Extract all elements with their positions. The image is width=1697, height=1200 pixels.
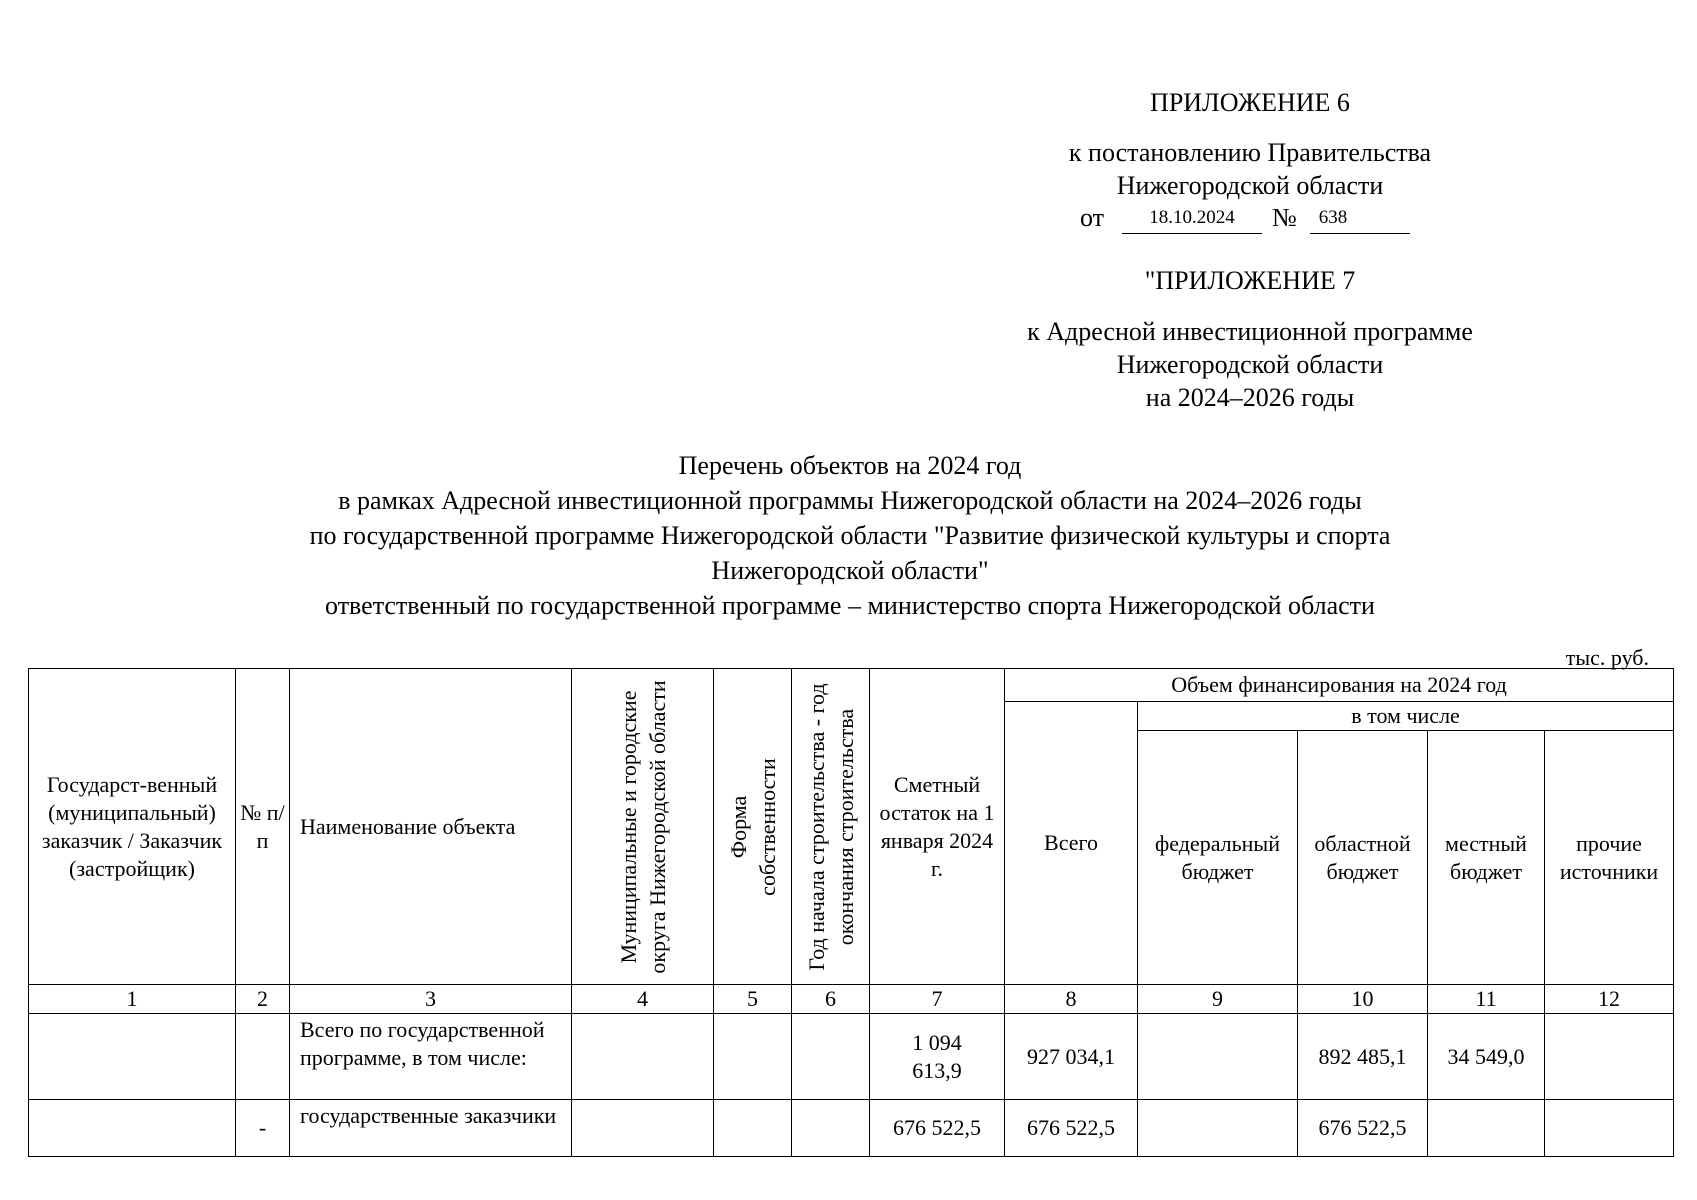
col-number: 2 — [236, 985, 290, 1014]
header-including: в том числе — [1138, 702, 1674, 731]
cell-local — [1428, 1100, 1545, 1157]
annex7-ref-line1: к Адресной инвестиционной программе — [1027, 317, 1473, 346]
col-number: 3 — [290, 985, 572, 1014]
col-number: 8 — [1005, 985, 1138, 1014]
header-regional: областной бюджет — [1298, 731, 1428, 985]
decree-date-number-line — [1050, 203, 1450, 237]
cell-object-name: Всего по государственной программе, в том числе: — [290, 1014, 572, 1100]
date-underline — [1122, 233, 1262, 234]
annex6-reference — [1000, 136, 1500, 202]
col-number: 6 — [792, 985, 870, 1014]
annex7-ref-line3: на 2024–2026 годы — [1145, 383, 1355, 412]
cell-total: 927 034,1 — [1005, 1014, 1138, 1100]
title-line3: по государственной программе Нижегородской области "Развитие физической культуры и спорта — [309, 521, 1391, 550]
header-local: местный бюджет — [1428, 731, 1545, 985]
table-row — [29, 1014, 1674, 1100]
cell-other — [1545, 1100, 1674, 1157]
number-label: № — [1272, 203, 1297, 232]
title-line2: в рамках Адресной инвестиционной программы Нижегородской области на 2024–2026 годы — [338, 486, 1362, 515]
annex6-title: ПРИЛОЖЕНИЕ 6 — [1150, 88, 1350, 117]
cell-num: - — [236, 1100, 290, 1157]
header-ownership-text: Форма собственности — [725, 757, 780, 896]
decree-date: 18.10.2024 — [1149, 207, 1235, 228]
cell-regional: 892 485,1 — [1298, 1014, 1428, 1100]
cell-municipality — [572, 1014, 714, 1100]
col-number: 4 — [572, 985, 714, 1014]
cell-regional: 676 522,5 — [1298, 1100, 1428, 1157]
cell-ownership — [714, 1100, 792, 1157]
header-municipalities — [572, 669, 714, 985]
header-municipalities-text: Муниципальные и городские округа Нижегородской области — [615, 679, 670, 974]
header-customer: Государст-венный (муниципальный) заказчик / Заказчик (застройщик) — [29, 669, 236, 985]
col-number: 11 — [1428, 985, 1545, 1014]
units-label: тыс. руб. — [1565, 645, 1649, 670]
col-number: 9 — [1138, 985, 1298, 1014]
col-number: 10 — [1298, 985, 1428, 1014]
title-line4: Нижегородской области" — [711, 556, 989, 585]
cell-local: 34 549,0 — [1428, 1014, 1545, 1100]
header-federal: федеральный бюджет — [1138, 731, 1298, 985]
table-row — [29, 1100, 1674, 1157]
cell-estimate: 1 094 613,9 — [870, 1014, 1005, 1100]
cell-federal — [1138, 1100, 1298, 1157]
cell-years — [792, 1014, 870, 1100]
header-funding: Объем финансирования на 2024 год — [1005, 669, 1674, 702]
col-number: 1 — [29, 985, 236, 1014]
header-ownership — [714, 669, 792, 985]
col-number: 12 — [1545, 985, 1674, 1014]
annex7-ref-line2: Нижегородской области — [1116, 350, 1384, 379]
header-years — [792, 669, 870, 985]
annex6-ref-line1: к постановлению Правительства — [1068, 138, 1432, 167]
cell-num — [236, 1014, 290, 1100]
title-line1: Перечень объектов на 2024 год — [678, 451, 1022, 480]
annex7-reference — [980, 315, 1520, 414]
annex6-ref-line2: Нижегородской области — [1116, 171, 1384, 200]
cell-total: 676 522,5 — [1005, 1100, 1138, 1157]
header-years-text: Год начала строительства - год окончания строительства — [803, 682, 858, 971]
cell-estimate: 676 522,5 — [870, 1100, 1005, 1157]
cell-municipality — [572, 1100, 714, 1157]
objects-table — [28, 668, 1674, 1157]
cell-years — [792, 1100, 870, 1157]
header-object-name: Наименование объекта — [290, 669, 572, 985]
header-estimate: Сметный остаток на 1 января 2024 г. — [870, 669, 1005, 985]
header-other: прочие источники — [1545, 731, 1674, 985]
cell-object-name: государственные заказчики — [290, 1100, 572, 1157]
header-row-1 — [29, 669, 1674, 702]
col-number: 5 — [714, 985, 792, 1014]
cell-federal — [1138, 1014, 1298, 1100]
decree-number: 638 — [1318, 207, 1348, 228]
cell-customer — [29, 1100, 236, 1157]
document-title — [200, 448, 1500, 623]
col-number: 7 — [870, 985, 1005, 1014]
number-underline — [1310, 233, 1410, 234]
from-label: от — [1080, 203, 1105, 232]
cell-ownership — [714, 1014, 792, 1100]
header-total: Всего — [1005, 702, 1138, 985]
cell-customer — [29, 1014, 236, 1100]
cell-other — [1545, 1014, 1674, 1100]
title-line5: ответственный по государственной программе – министерство спорта Нижегородской области — [325, 591, 1375, 620]
header-num: № п/п — [236, 669, 290, 985]
column-numbers-row — [29, 985, 1674, 1014]
annex7-title: "ПРИЛОЖЕНИЕ 7 — [1144, 266, 1356, 295]
